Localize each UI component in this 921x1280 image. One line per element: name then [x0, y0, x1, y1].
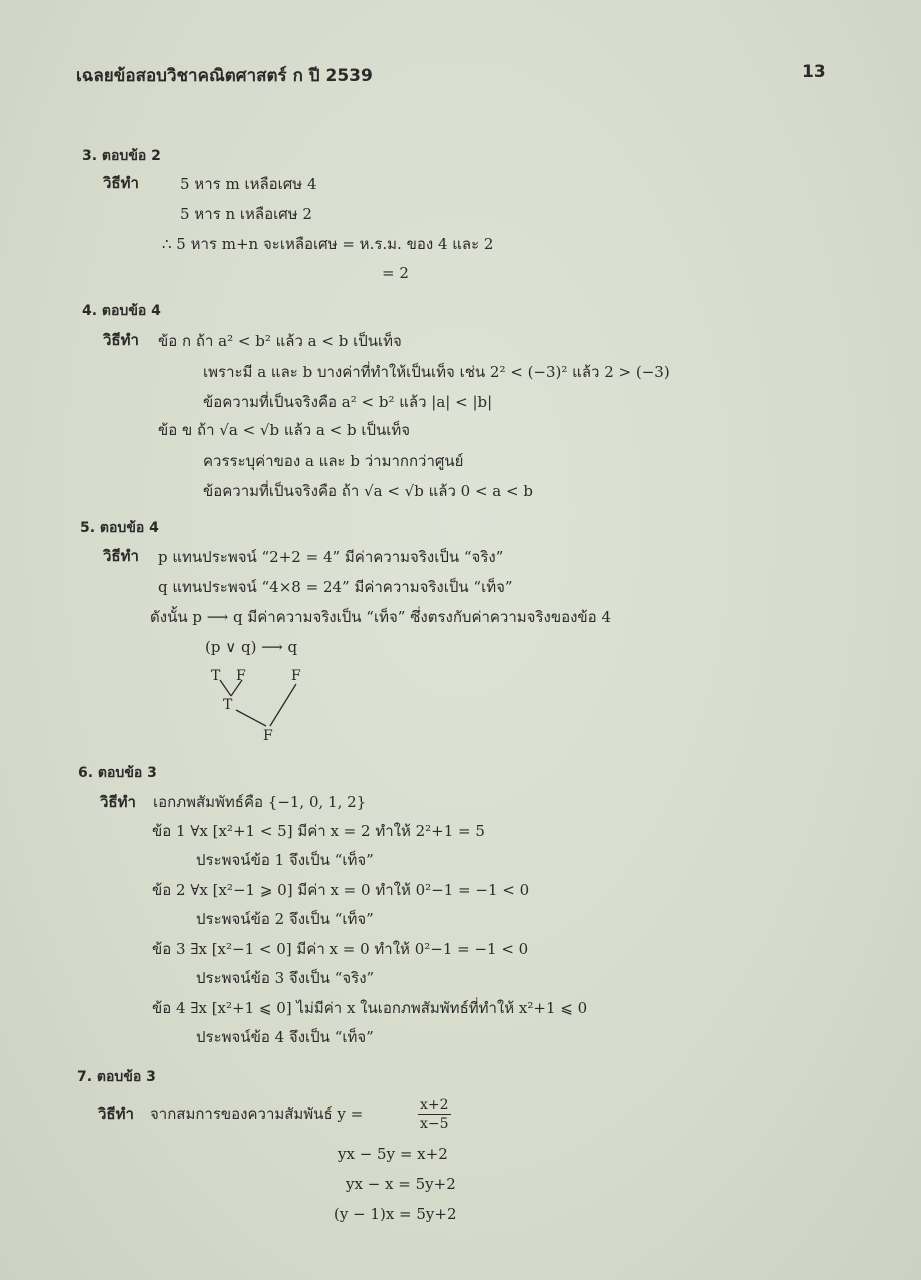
- q4-line-2: เพราะมี a และ b บางค่าที่ทำให้เป็นเท็จ เช่น 2² < (−3)² แล้ว 2 > (−3): [203, 363, 670, 381]
- q4-line-4: ข้อ ข ถ้า √a < √b แล้ว a < b เป็นเท็จ: [158, 421, 411, 439]
- q7-fraction-numerator: x+2: [420, 1097, 449, 1113]
- q4-line-5: ควรระบุค่าของ a และ b ว่ามากกว่าศูนย์: [203, 452, 464, 470]
- q4-line-6: ข้อความที่เป็นจริงคือ ถ้า √a < √b แล้ว 0 < a < b: [203, 482, 533, 500]
- q3-method-label: วิธีทำ: [103, 174, 139, 192]
- q3-line-1: 5 หาร m เหลือเศษ 4: [180, 175, 317, 193]
- page-header-title: เฉลยข้อสอบวิชาคณิตศาสตร์ ก ปี 2539: [76, 66, 373, 86]
- q4-heading: 4. ตอบข้อ 4: [82, 303, 161, 319]
- q6-line-8: ข้อ 4 ∃x [x²+1 ⩽ 0] ไม่มีค่า x ในเอกภพสัมพัทธ์ที่ทำให้ x²+1 ⩽ 0: [152, 999, 588, 1017]
- q6-method-label: วิธีทำ: [100, 793, 136, 811]
- q7-fraction: [418, 1096, 451, 1133]
- q5-line-2: q แทนประพจน์ “4×8 = 24” มีค่าความจริงเป็น “เท็จ”: [158, 578, 513, 596]
- q4-method-label: วิธีทำ: [103, 331, 139, 349]
- q7-fraction-denominator: x−5: [420, 1116, 449, 1132]
- q3-line-2: 5 หาร n เหลือเศษ 2: [180, 205, 312, 223]
- q6-line-9: ประพจน์ข้อ 4 จึงเป็น “เท็จ”: [196, 1028, 374, 1046]
- q6-heading: 6. ตอบข้อ 3: [78, 765, 157, 781]
- q7-line-4: (y − 1)x = 5y+2: [334, 1205, 457, 1223]
- q7-line-1: จากสมการของความสัมพันธ์ y =: [150, 1105, 364, 1123]
- q3-heading: 3. ตอบข้อ 2: [82, 148, 161, 164]
- q5-method-label: วิธีทำ: [103, 547, 139, 565]
- q4-line-3: ข้อความที่เป็นจริงคือ a² < b² แล้ว |a| < |b|: [203, 393, 493, 411]
- q4-line-1: ข้อ ก ถ้า a² < b² แล้ว a < b เป็นเท็จ: [158, 332, 402, 350]
- q7-line-2: yx − 5y = x+2: [338, 1145, 448, 1163]
- tree-node-f-top: F: [236, 668, 246, 684]
- q6-line-5: ประพจน์ข้อ 2 จึงเป็น “เท็จ”: [196, 910, 374, 928]
- q3-line-4: = 2: [382, 264, 409, 282]
- tree-node-f-right: F: [291, 668, 301, 684]
- tree-node-t-top: T: [211, 668, 221, 684]
- q5-line-3: ดังนั้น p ⟶ q มีค่าความจริงเป็น “เท็จ” ซึ่งตรงกับค่าความจริงของข้อ 4: [150, 608, 612, 626]
- q7-line-3: yx − x = 5y+2: [346, 1175, 456, 1193]
- q6-line-1: เอกภพสัมพัทธ์คือ {−1, 0, 1, 2}: [153, 793, 367, 811]
- q5-expression: (p ∨ q) ⟶ q: [205, 638, 298, 656]
- tree-node-t-mid: T: [223, 697, 233, 713]
- q6-line-7: ประพจน์ข้อ 3 จึงเป็น “จริง”: [196, 969, 375, 987]
- q5-heading: 5. ตอบข้อ 4: [80, 520, 159, 536]
- q7-heading: 7. ตอบข้อ 3: [77, 1069, 156, 1085]
- q6-line-3: ประพจน์ข้อ 1 จึงเป็น “เท็จ”: [196, 851, 374, 869]
- q5-line-1: p แทนประพจน์ “2+2 = 4” มีค่าความจริงเป็น “จริง”: [158, 548, 504, 566]
- tree-node-f-bottom: F: [263, 728, 273, 744]
- q6-line-2: ข้อ 1 ∀x [x²+1 < 5] มีค่า x = 2 ทำให้ 2²+1 = 5: [152, 822, 485, 840]
- q3-line-3: ∴ 5 หาร m+n จะเหลือเศษ = ห.ร.ม. ของ 4 และ 2: [162, 235, 494, 253]
- q6-line-4: ข้อ 2 ∀x [x²−1 ⩾ 0] มีค่า x = 0 ทำให้ 0²−1 = −1 < 0: [152, 881, 530, 899]
- page-number: 13: [802, 62, 826, 82]
- q7-method-label: วิธีทำ: [98, 1105, 134, 1123]
- q6-line-6: ข้อ 3 ∃x [x²−1 < 0] มีค่า x = 0 ทำให้ 0²−1 = −1 < 0: [152, 940, 529, 958]
